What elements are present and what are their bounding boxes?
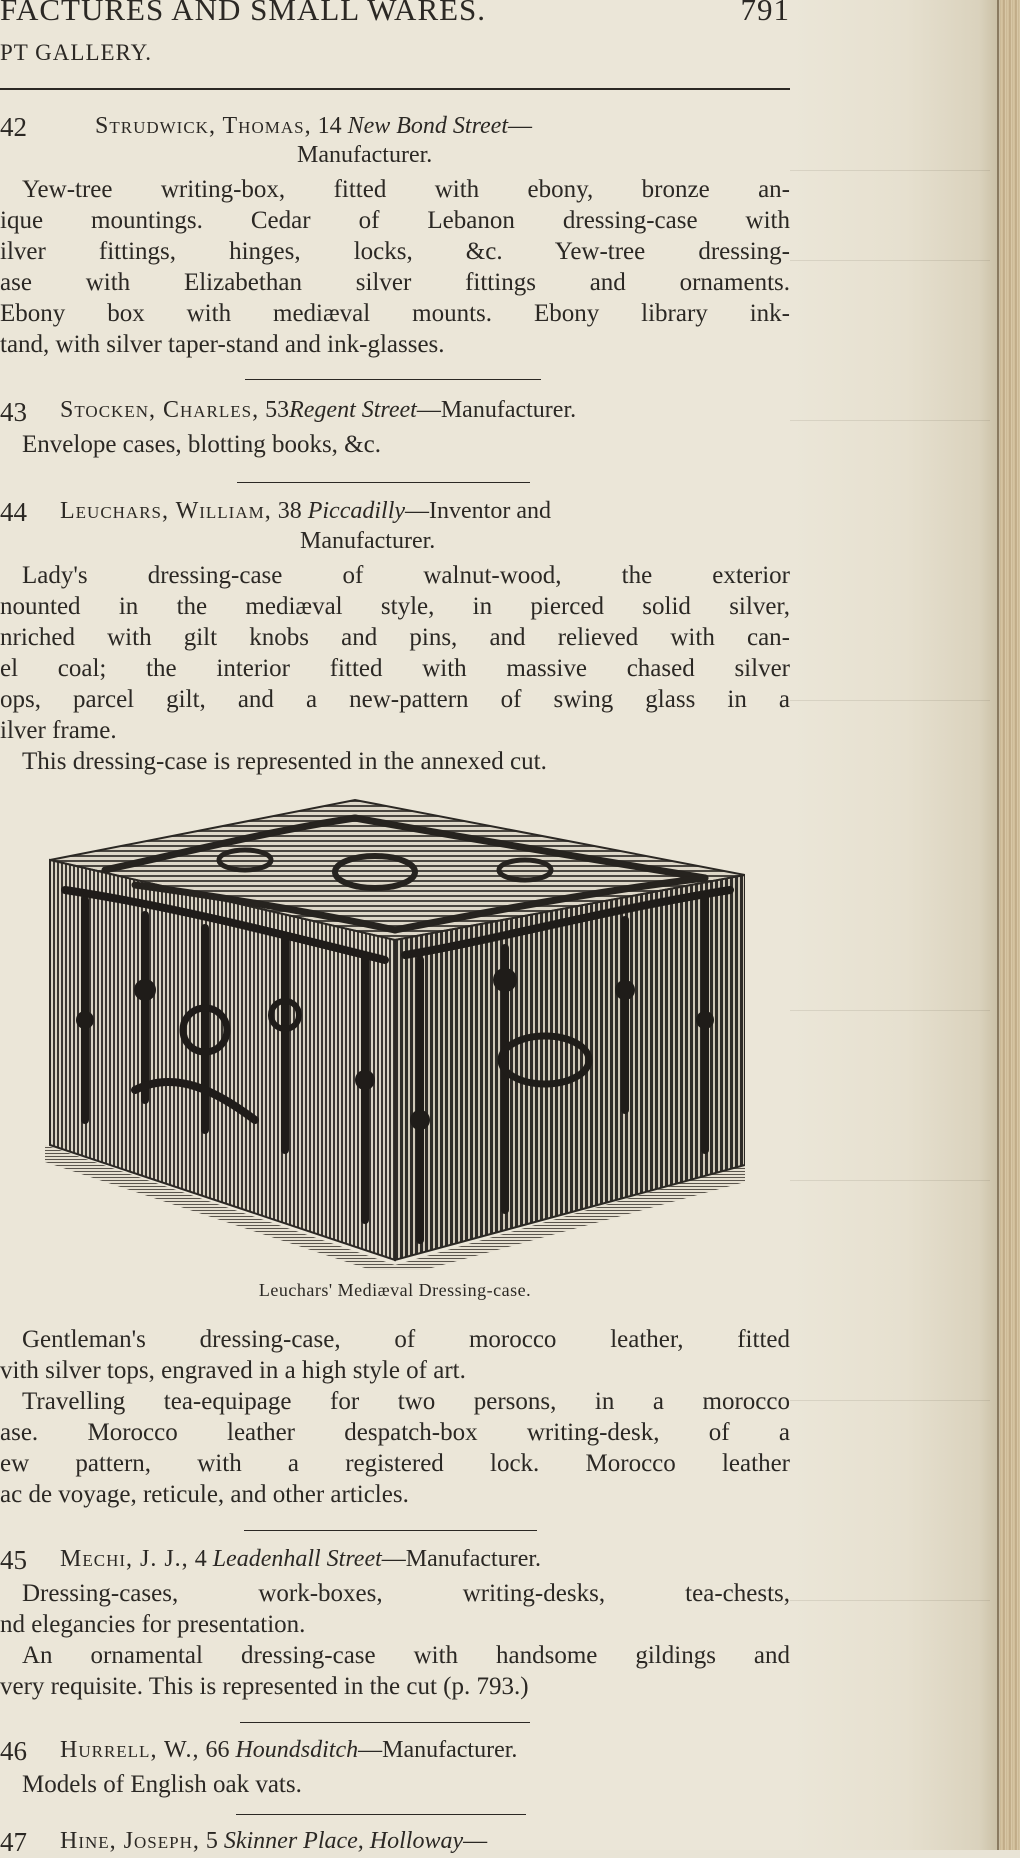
entry-text-line: very requisite. This is represented in the cut (p. 793.) <box>0 1673 529 1700</box>
page-edge <box>997 0 999 1850</box>
running-header <box>0 0 790 32</box>
entry-text-line: nounted in the mediæval style, in pierced solid silver, <box>0 593 790 620</box>
entry-text-line: ilver fittings, hinges, locks, &c. Yew-tree dressing- <box>0 238 790 265</box>
exhibitor-role: — <box>508 113 532 139</box>
entry-heading <box>60 498 551 525</box>
exhibitor-name: Mechi, J. J., <box>60 1546 189 1572</box>
entry-number: 42 <box>0 112 27 142</box>
exhibitor-name: Hine, Joseph, <box>60 1828 200 1854</box>
exhibitor-name: Stocken, Charles, <box>60 397 260 423</box>
entry-text-line: Travelling tea-equipage for two persons, in a morocco <box>22 1388 790 1415</box>
entry-separator <box>245 379 541 380</box>
entry-heading <box>60 1546 541 1573</box>
header-rule <box>0 88 790 90</box>
entry-text-line: Ebony box with mediæval mounts. Ebony library ink- <box>0 300 790 327</box>
exhibitor-role-continued: Manufacturer. <box>300 528 436 554</box>
book-fore-edge <box>1000 0 1020 1850</box>
entry-separator <box>236 1814 526 1815</box>
entry-text-line: Envelope cases, blotting books, &c. <box>22 431 381 458</box>
entry-text-line: Dressing-cases, work-boxes, writing-desks, tea-chests, <box>22 1580 790 1607</box>
exhibitor-name: Hurrell, W., <box>60 1737 200 1763</box>
entry-heading <box>60 1737 517 1764</box>
entry-heading <box>60 397 576 424</box>
entry-text-line: ase with Elizabethan silver fittings and ornaments. <box>0 269 790 296</box>
exhibitor-role: —Inventor and <box>405 498 551 524</box>
entry-number: 44 <box>0 497 27 527</box>
entry-text-line: nd elegancies for presentation. <box>0 1611 306 1638</box>
exhibitor-name: Strudwick, Thomas, <box>95 113 312 139</box>
entry-text-line: Gentleman's dressing-case, of morocco leather, fitted <box>22 1326 790 1353</box>
entry-text-line: ops, parcel gilt, and a new-pattern of swing glass in a <box>0 686 790 713</box>
entry-text-line: tand, with silver taper-stand and ink-glasses. <box>0 331 445 358</box>
entry-heading <box>95 113 532 140</box>
entry-number: 47 <box>0 1827 27 1857</box>
address-number: 53 <box>265 397 290 423</box>
entry-text-line: An ornamental dressing-case with handsome gildings and <box>22 1642 790 1669</box>
exhibitor-role: —Manufacturer. <box>358 1737 518 1763</box>
entry-text-line: Yew-tree writing-box, fitted with ebony, bronze an- <box>22 176 790 203</box>
page-number: 791 <box>740 0 790 27</box>
address-number: 66 <box>205 1737 230 1763</box>
entry-text-line: nriched with gilt knobs and pins, and relieved with can- <box>0 624 790 651</box>
street-name: Piccadilly <box>307 498 406 524</box>
entry-text-line: ew pattern, with a registered lock. Morocco leather <box>0 1450 790 1477</box>
entry-text-line: Models of English oak vats. <box>22 1771 302 1798</box>
entry-heading <box>60 1828 487 1855</box>
figure-caption: Leuchars' Mediæval Dressing-case. <box>258 1280 532 1300</box>
entry-text-line: Lady's dressing-case of walnut-wood, the exterior <box>22 562 790 589</box>
dressing-case-engraving <box>45 790 745 1270</box>
entry-number: 46 <box>0 1736 27 1766</box>
entry-separator <box>240 1722 530 1723</box>
page-margin <box>790 0 1000 1850</box>
street-name: New Bond Street <box>347 113 508 139</box>
entry-number: 43 <box>0 397 27 427</box>
exhibitor-role: — <box>463 1828 488 1854</box>
address-number: 4 <box>194 1546 207 1572</box>
entry-text-line: ilver frame. <box>0 717 117 744</box>
street-name: Skinner Place, Holloway <box>223 1828 464 1854</box>
entry-text-line: This dressing-case is represented in the annexed cut. <box>22 748 547 775</box>
exhibitor-role-continued: Manufacturer. <box>297 142 433 168</box>
entry-text-line: vith silver tops, engraved in a high style of art. <box>0 1357 466 1384</box>
street-name: Leadenhall Street <box>212 1546 382 1572</box>
exhibitor-role: —Manufacturer. <box>416 397 577 423</box>
address-number: 5 <box>205 1828 218 1854</box>
entry-text-line: ique mountings. Cedar of Lebanon dressing-case with <box>0 207 790 234</box>
entry-text-line: ase. Morocco leather despatch-box writing-desk, of a <box>0 1419 790 1446</box>
exhibitor-name: Leuchars, William, <box>60 498 272 524</box>
entry-separator <box>237 482 530 483</box>
entry-separator <box>244 1530 537 1531</box>
entry-text-line: el coal; the interior fitted with massive chased silver <box>0 655 790 682</box>
street-name: Houndsditch <box>235 1737 359 1763</box>
street-name: Regent Street <box>289 397 417 423</box>
address-number: 14 <box>317 113 342 139</box>
entry-number: 45 <box>0 1545 27 1575</box>
exhibitor-role: —Manufacturer. <box>381 1546 542 1572</box>
section-title: PT GALLERY. <box>0 40 153 65</box>
running-title: FACTURES AND SMALL WARES. <box>0 0 487 27</box>
entry-text-line: ac de voyage, reticule, and other articles. <box>0 1481 409 1508</box>
address-number: 38 <box>277 498 302 524</box>
